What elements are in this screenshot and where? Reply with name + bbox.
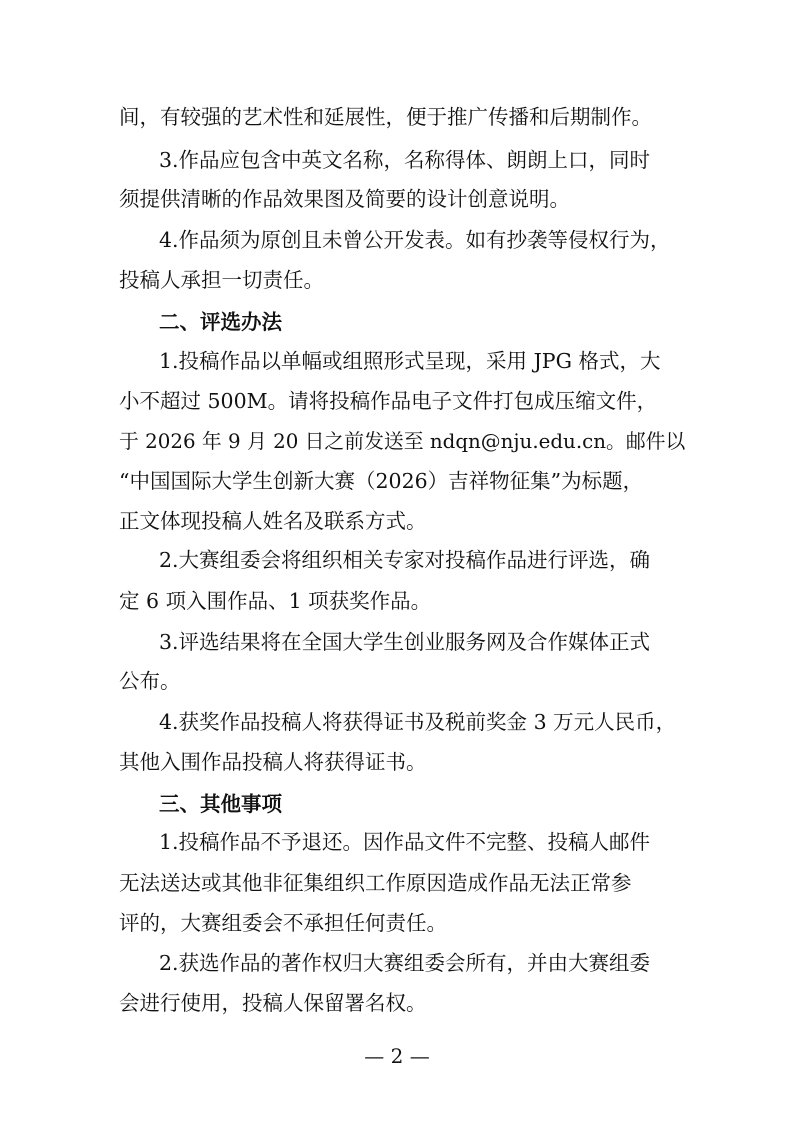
text-line: 间，有较强的艺术性和延展性，便于推广传播和后期制作。 xyxy=(119,105,652,129)
text-line: 1.投稿作品不予退还。因作品文件不完整、投稿人邮件 xyxy=(159,830,651,854)
text-line: 公布。 xyxy=(119,669,181,693)
text-line: 4.获奖作品投稿人将获得证书及税前奖金 3 万元人民币， xyxy=(159,710,677,734)
text-line: 3.作品应包含中英文名称，名称得体、朗朗上口，同时 xyxy=(159,148,651,172)
text-line: 评的，大赛组委会不承担任何责任。 xyxy=(119,911,447,935)
page-number: — 2 — xyxy=(364,1044,430,1068)
text-line: 会进行使用，投稿人保留署名权。 xyxy=(119,991,427,1015)
text-line: 3.评选结果将在全国大学生创业服务网及合作媒体正式 xyxy=(159,630,651,654)
text-line: 其他入围作品投稿人将获得证书。 xyxy=(119,750,427,774)
text-line: 投稿人承担一切责任。 xyxy=(119,268,324,292)
text-line: 须提供清晰的作品效果图及简要的设计创意说明。 xyxy=(119,187,570,211)
text-line: 2.大赛组委会将组织相关专家对投稿作品进行评选，确 xyxy=(159,548,651,572)
text-line: 小不超过 500M。请将投稿作品电子文件打包成压缩文件， xyxy=(119,389,658,413)
text-line: 4.作品须为原创且未曾公开发表。如有抄袭等侵权行为， xyxy=(159,228,671,252)
text-line: 于 2026 年 9 月 20 日之前发送至 ndqn@nju.edu.cn。邮件以 xyxy=(119,430,686,453)
text-line: 2.获选作品的著作权归大赛组委会所有，并由大赛组委 xyxy=(159,951,651,975)
text-line: “中国国际大学生创新大赛（2026）吉祥物征集”为标题， xyxy=(119,469,644,493)
section-heading: 三、其他事项 xyxy=(159,792,282,816)
text-line: 无法送达或其他非征集组织工作原因造成作品无法正常参 xyxy=(119,871,632,895)
text-line: 正文体现投稿人姓名及联系方式。 xyxy=(119,509,427,533)
text-line: 定 6 项入围作品、1 项获奖作品。 xyxy=(119,589,432,613)
section-heading: 二、评选办法 xyxy=(159,310,282,334)
text-line: 1.投稿作品以单幅或组照形式呈现，采用 JPG 格式，大 xyxy=(159,349,661,373)
